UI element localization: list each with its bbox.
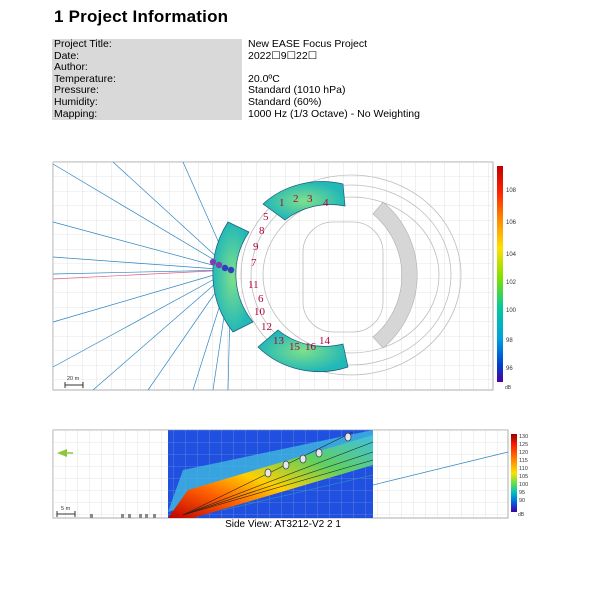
speaker-label: 14	[319, 335, 330, 347]
colorbar-tick: 95	[519, 490, 526, 496]
speaker-icon	[345, 433, 351, 441]
speaker-icon	[222, 265, 228, 271]
side-view-caption: Side View: AT3212-V2 2 1	[225, 519, 341, 530]
speaker-label: 2	[293, 193, 299, 205]
speaker-label: 10	[254, 306, 265, 318]
project-info-table	[52, 39, 432, 120]
speaker-icon	[210, 259, 216, 265]
colorbar-tick: 102	[506, 280, 517, 286]
colorbar-tick: 98	[506, 338, 513, 344]
colorbar	[511, 434, 528, 518]
info-row-date	[52, 51, 432, 63]
speaker-icon	[265, 469, 271, 477]
colorbar-tick: 125	[519, 442, 529, 448]
info-label: Mapping:	[52, 109, 242, 121]
info-value: Standard (60%)	[248, 95, 322, 108]
info-row-temperature	[52, 74, 432, 86]
speaker-label: 8	[259, 225, 265, 237]
info-value: 2022☐9☐22☐	[248, 49, 318, 62]
colorbar-tick: 108	[506, 188, 517, 194]
info-label: Humidity:	[52, 97, 242, 109]
info-value: 20.0ºC	[248, 72, 280, 85]
speaker-label: 1	[279, 197, 285, 209]
speaker-icon	[216, 262, 222, 268]
scale-label: 20 m	[67, 376, 80, 382]
info-row-mapping	[52, 109, 432, 121]
colorbar-tick: 105	[519, 474, 529, 480]
speaker-icon	[300, 455, 306, 463]
info-row-humidity	[52, 97, 432, 109]
speaker-label: 6	[258, 293, 264, 305]
side-view-map	[53, 430, 533, 520]
speaker-label: 12	[261, 321, 272, 333]
speaker-label: 13	[273, 335, 284, 347]
section-number: 1	[54, 7, 64, 26]
colorbar	[497, 166, 517, 391]
info-value: New EASE Focus Project	[248, 38, 368, 50]
speaker-icon	[283, 461, 289, 469]
info-label: Project Title:	[52, 39, 242, 51]
speaker-label: 5	[263, 211, 269, 223]
info-label: Date:	[52, 51, 242, 63]
plan-view-map	[53, 162, 517, 392]
colorbar-tick: 96	[506, 366, 513, 372]
section-heading	[54, 7, 228, 27]
colorbar-unit: dB	[518, 512, 525, 518]
section-title: Project Information	[68, 7, 229, 26]
colorbar-tick: 100	[519, 482, 529, 488]
info-row-pressure	[52, 85, 432, 97]
speaker-icon	[228, 267, 234, 273]
speaker-label: 7	[251, 257, 257, 269]
colorbar-tick: 90	[519, 498, 526, 504]
info-label: Pressure:	[52, 85, 242, 97]
colorbar-tick: 130	[519, 434, 529, 440]
scale-label: 5 m	[61, 506, 71, 512]
speaker-label: 15	[289, 341, 300, 353]
speaker-label: 11	[248, 279, 259, 291]
info-label: Author:	[52, 62, 242, 74]
colorbar-tick: 104	[506, 252, 517, 258]
speaker-label: 3	[307, 193, 313, 205]
speaker-label: 16	[305, 341, 316, 353]
speaker-icon	[316, 449, 322, 457]
info-value: 1000 Hz (1/3 Octave) - No Weighting	[248, 107, 420, 120]
speaker-label: 9	[253, 241, 259, 253]
colorbar-tick: 100	[506, 308, 517, 314]
info-row-project-title	[52, 39, 432, 51]
colorbar-tick: 115	[519, 458, 528, 464]
colorbar-unit: dB	[505, 385, 512, 391]
info-value: Standard (1010 hPa)	[248, 84, 346, 97]
colorbar-tick: 110	[519, 466, 528, 472]
info-label: Temperature:	[52, 74, 242, 86]
colorbar-tick: 106	[506, 220, 517, 226]
colorbar-tick: 120	[519, 450, 529, 456]
speaker-label: 4	[323, 197, 329, 209]
